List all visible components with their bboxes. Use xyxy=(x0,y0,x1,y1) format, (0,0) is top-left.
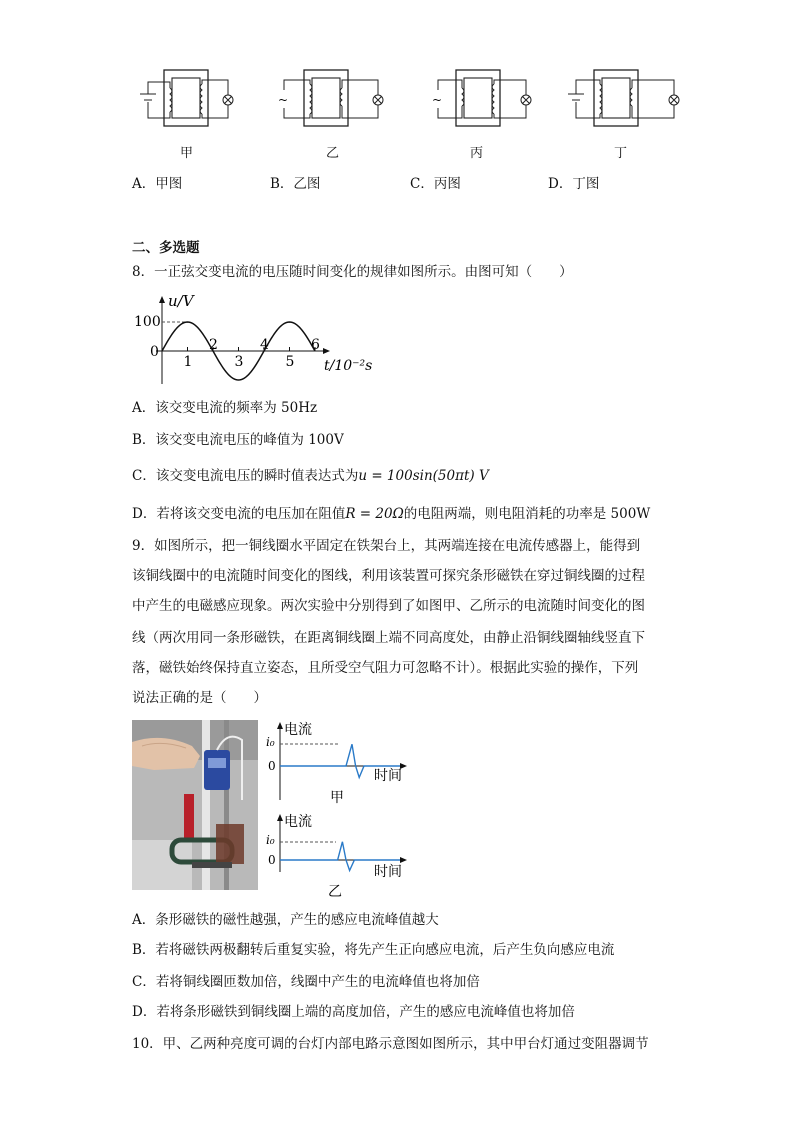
q7-option-d[interactable]: D．丁图 xyxy=(548,176,600,192)
q9-option-a[interactable]: A．条形磁铁的磁性越强，产生的感应电流峰值越大 xyxy=(132,912,439,928)
q9-bottom-y-axis-arrow xyxy=(277,814,283,821)
q8-x-tick-label: 5 xyxy=(285,354,295,370)
q9-top-y-axis-arrow xyxy=(277,722,283,729)
q8-zero: 0 xyxy=(150,344,159,360)
q9-option-d[interactable]: D．若将条形磁铁到铜线圈上端的高度加倍，产生的感应电流峰值也将加倍 xyxy=(132,1004,575,1020)
q8-option-d-formula: R = 20Ω xyxy=(345,506,404,522)
q9-bottom-zero: 0 xyxy=(268,853,276,867)
q8-option-c-formula: u = 100sin(50πt) V xyxy=(358,468,489,484)
q10-stem: 10．甲、乙两种亮度可调的台灯内部电路示意图如图所示，其中甲台灯通过变阻器调节 xyxy=(132,1036,649,1052)
transformer-figure-bing xyxy=(426,62,546,138)
q8-x-label: t/10⁻²s xyxy=(324,358,373,374)
q9-stem-line-5: 落，磁铁始终保持直立姿态，且所受空气阻力可忽略不计）。根据此实验的操作，下列 xyxy=(132,660,639,676)
q9-bottom-x-label: 时间 xyxy=(374,864,402,880)
transformer-figure-yi xyxy=(268,62,398,138)
q9-bottom-y-label: 电流 xyxy=(284,814,312,830)
q8-x-tick-label: 3 xyxy=(234,354,244,370)
q9-stem-line-1: 9．如图所示，把一铜线圈水平固定在铁架台上，其两端连接在电流传感器上，能得到 xyxy=(132,538,641,554)
q8-x-axis-arrow xyxy=(323,348,330,354)
q9-top-caption: 甲 xyxy=(330,790,344,806)
q9-bottom-i0-label: i₀ xyxy=(266,833,275,847)
apparatus-photo xyxy=(132,720,258,890)
q8-option-a[interactable]: A．该交变电流的频率为 50Hz xyxy=(132,400,318,416)
q8-option-c[interactable] xyxy=(132,466,489,486)
q9-option-c[interactable]: C．若将铜线圈匝数加倍，线圈中产生的电流峰值也将加倍 xyxy=(132,974,480,990)
q8-option-d-suffix: 的电阻两端，则电阻消耗的功率是 500W xyxy=(403,506,651,522)
q8-option-b[interactable]: B．该交变电流电压的峰值为 100V xyxy=(132,432,344,448)
q8-y-axis-arrow xyxy=(159,296,165,303)
figure-caption-yi: 乙 xyxy=(326,146,340,161)
transformer-figure-ding xyxy=(562,62,692,138)
q8-x-tick-label: 6 xyxy=(311,337,320,353)
q9-top-i0-label: i₀ xyxy=(266,735,275,749)
q7-option-c[interactable]: C．丙图 xyxy=(410,176,461,192)
section-title: 二、多选题 xyxy=(132,240,200,256)
q9-bottom-caption: 乙 xyxy=(328,884,342,900)
q9-stem-line-4: 线（两次用同一条形磁铁，在距离铜线圈上端不同高度处，由静止沿铜线圈轴线竖直下 xyxy=(132,630,645,646)
q9-top-x-label: 时间 xyxy=(374,768,402,784)
q9-top-y-label: 电流 xyxy=(284,722,312,738)
q8-x-tick-label: 4 xyxy=(260,337,269,353)
ac-source-symbol: ~ xyxy=(432,93,443,107)
q7-option-a[interactable]: A．甲图 xyxy=(132,176,183,192)
q8-x-tick-label: 1 xyxy=(183,354,193,370)
transformer-figure-jia xyxy=(128,62,248,138)
figure-caption-ding: 丁 xyxy=(614,146,628,161)
q9-bottom-x-axis-arrow xyxy=(400,857,407,863)
q8-y-label: u/V xyxy=(168,292,194,310)
q7-option-b[interactable]: B．乙图 xyxy=(270,176,321,192)
ac-source-symbol: ~ xyxy=(278,93,289,107)
q8-x-tick-label: 2 xyxy=(209,337,218,353)
q8-stem: 8．一正弦交变电流的电压随时间变化的规律如图所示。由图可知（ ） xyxy=(132,264,573,280)
q9-stem-line-6: 说法正确的是（ ） xyxy=(132,690,267,706)
q9-top-zero: 0 xyxy=(268,759,276,773)
q9-option-b[interactable]: B．若将磁铁两极翻转后重复实验，将先产生正向感应电流，后产生负向感应电流 xyxy=(132,942,615,958)
figure-caption-jia: 甲 xyxy=(180,146,194,161)
q8-sine-chart xyxy=(130,292,380,392)
figure-caption-bing: 丙 xyxy=(470,146,484,161)
q9-current-graph-yi xyxy=(262,810,412,900)
q8-option-d-text: D．若将该交变电流的电压加在阻值 xyxy=(132,506,346,522)
q8-y-tick-100: 100 xyxy=(134,314,161,330)
q9-current-graph-jia xyxy=(262,718,412,806)
q9-stem-line-2: 该铜线圈中的电流随时间变化的图线，利用该装置可探究条形磁铁在穿过铜线圈的过程 xyxy=(132,568,645,584)
q9-stem-line-3: 中产生的电磁感应现象。两次实验中分别得到了如图甲、乙所示的电流随时间变化的图 xyxy=(132,598,645,614)
q8-option-d[interactable] xyxy=(132,504,650,524)
q8-option-c-text: C．该交变电流电压的瞬时值表达式为 xyxy=(132,468,359,484)
